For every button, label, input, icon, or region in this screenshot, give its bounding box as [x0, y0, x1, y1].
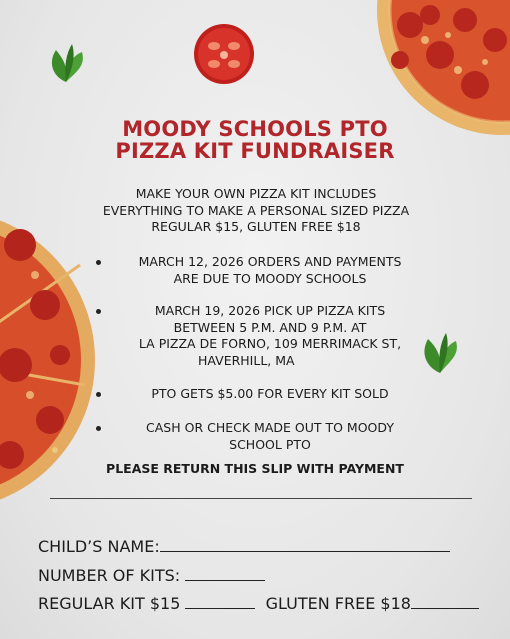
basil-leaf-icon — [46, 42, 88, 86]
intro-text — [60, 186, 452, 236]
gluten-free-field[interactable] — [411, 593, 479, 609]
kit-type-row — [38, 593, 479, 614]
return-slip-note: PLEASE RETURN THIS SLIP WITH PAYMENT — [106, 461, 404, 476]
bullet-icon — [96, 426, 101, 431]
kits-row — [38, 565, 265, 586]
pizza-image-top-right — [370, 0, 510, 135]
list-item-line: SCHOOL PTO — [229, 436, 311, 452]
intro-line: EVERYTHING TO MAKE A PERSONAL SIZED PIZZA — [102, 202, 410, 218]
intro-line: REGULAR $15, GLUTEN FREE $18 — [151, 219, 361, 234]
regular-kit-field[interactable] — [185, 593, 255, 609]
list-item — [100, 420, 440, 453]
list-item-line: MARCH 12, 2026 ORDERS AND PAYMENTS — [138, 254, 402, 269]
bullet-icon — [96, 260, 101, 265]
child-name-field[interactable] — [160, 536, 450, 552]
list-item-line: LA PIZZA DE FORNO, 109 MERRIMACK ST, — [138, 336, 402, 351]
list-item — [100, 303, 440, 369]
list-item-line: ARE DUE TO MOODY SCHOOLS — [173, 270, 367, 286]
list-item-line: MARCH 19, 2026 PICK UP PIZZA KITS — [154, 303, 386, 318]
page-title-line2: PIZZA KIT FUNDRAISER — [115, 139, 395, 163]
kits-field[interactable] — [185, 565, 265, 581]
child-name-row — [38, 536, 450, 557]
bullet-icon — [96, 309, 101, 314]
tomato-slice-icon — [192, 22, 256, 86]
child-name-label: CHILD’S NAME: — [38, 537, 160, 556]
intro-line: MAKE YOUR OWN PIZZA KIT INCLUDES — [135, 186, 377, 201]
list-item — [100, 386, 440, 403]
cut-line-divider — [50, 498, 472, 499]
regular-kit-label: REGULAR KIT $15 — [38, 594, 181, 613]
list-item-line: BETWEEN 5 P.M. AND 9 P.M. AT — [173, 319, 367, 335]
list-item — [100, 254, 440, 287]
gluten-free-label: GLUTEN FREE $18 — [265, 594, 411, 613]
page-title-line1: MOODY SCHOOLS PTO — [122, 117, 388, 141]
bullet-icon — [96, 392, 101, 397]
kits-label: NUMBER OF KITS: — [38, 566, 181, 585]
list-item-line: HAVERHILL, MA — [198, 352, 295, 368]
list-item-line: PTO GETS $5.00 FOR EVERY KIT SOLD — [151, 386, 389, 401]
list-item-line: CASH OR CHECK MADE OUT TO MOODY — [146, 420, 394, 435]
